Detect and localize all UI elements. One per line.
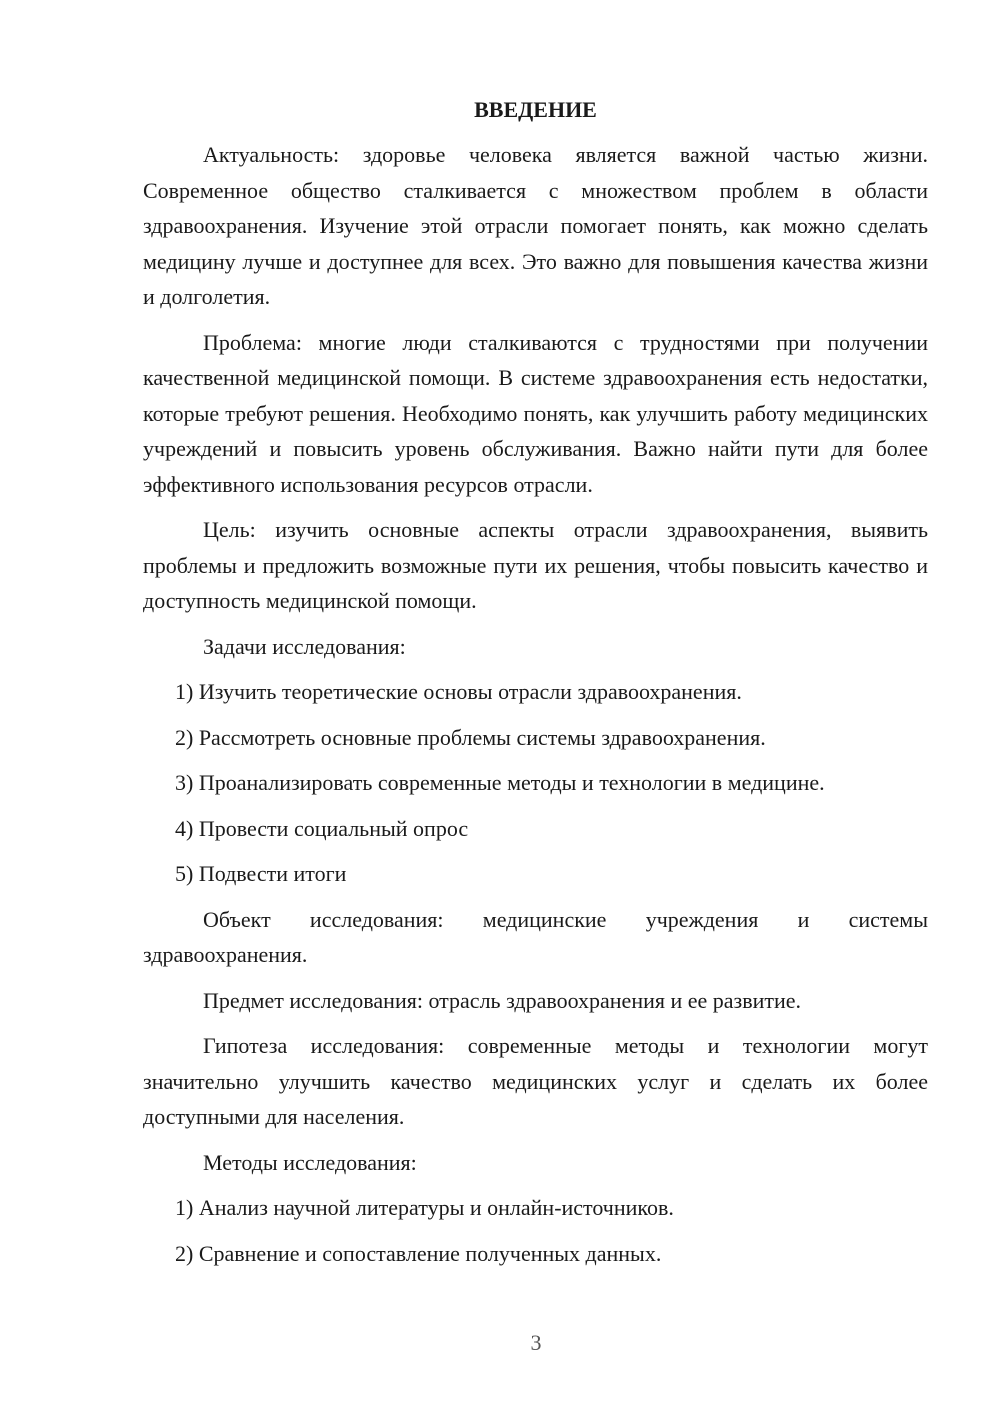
paragraph-subject: Предмет исследования: отрасль здравоохранения и ее развитие. [203,987,802,1013]
paragraph-relevance: Актуальность: здоровье человека является важной частью жизни. Современное общество сталкивается с множеством проблем в области здравоохранения. Изучение этой отрасли помогает понять, как можно сделать медицину лучше и доступнее для всех. Это важно для повышения качества жизни и долголетия. [143,142,928,309]
method-item: 2) Сравнение и сопоставление полученных данных. [175,1240,662,1266]
section-title: ВВЕДЕНИЕ [474,97,597,122]
paragraph-goal: Цель: изучить основные аспекты отрасли здравоохранения, выявить проблемы и предложить возможные пути их решения, чтобы повысить качество и доступность медицинской помощи. [143,517,928,613]
paragraph-hypothesis: Гипотеза исследования: современные методы и технологии могут значительно улучшить качество медицинских услуг и сделать их более доступными для населения. [143,1033,928,1129]
methods-heading: Методы исследования: [203,1149,417,1175]
paragraph-problem: Проблема: многие люди сталкиваются с трудностями при получении качественной медицинской помощи. В системе здравоохранения есть недостатки, которые требуют решения. Необходимо понять, как улучшить работу медицинских учреждений и повысить уровень обслуживания. Важно найти пути для более эффективного использования ресурсов отрасли. [143,329,928,497]
paragraph-object: Объект исследования: медицинские учреждения и системы здравоохранения. [143,906,928,967]
method-item: 1) Анализ научной литературы и онлайн-источников. [175,1195,674,1220]
task-item: 3) Проанализировать современные методы и технологии в медицине. [175,770,825,795]
task-item: 2) Рассмотреть основные проблемы системы здравоохранения. [175,724,766,750]
task-item: 1) Изучить теоретические основы отрасли здравоохранения. [175,679,742,704]
task-item: 5) Подвести итоги [175,861,347,886]
document-body [143,92,928,1281]
page-number: 3 [530,1330,542,1355]
task-item: 4) Провести социальный опрос [175,815,469,841]
tasks-heading: Задачи исследования: [203,633,406,659]
